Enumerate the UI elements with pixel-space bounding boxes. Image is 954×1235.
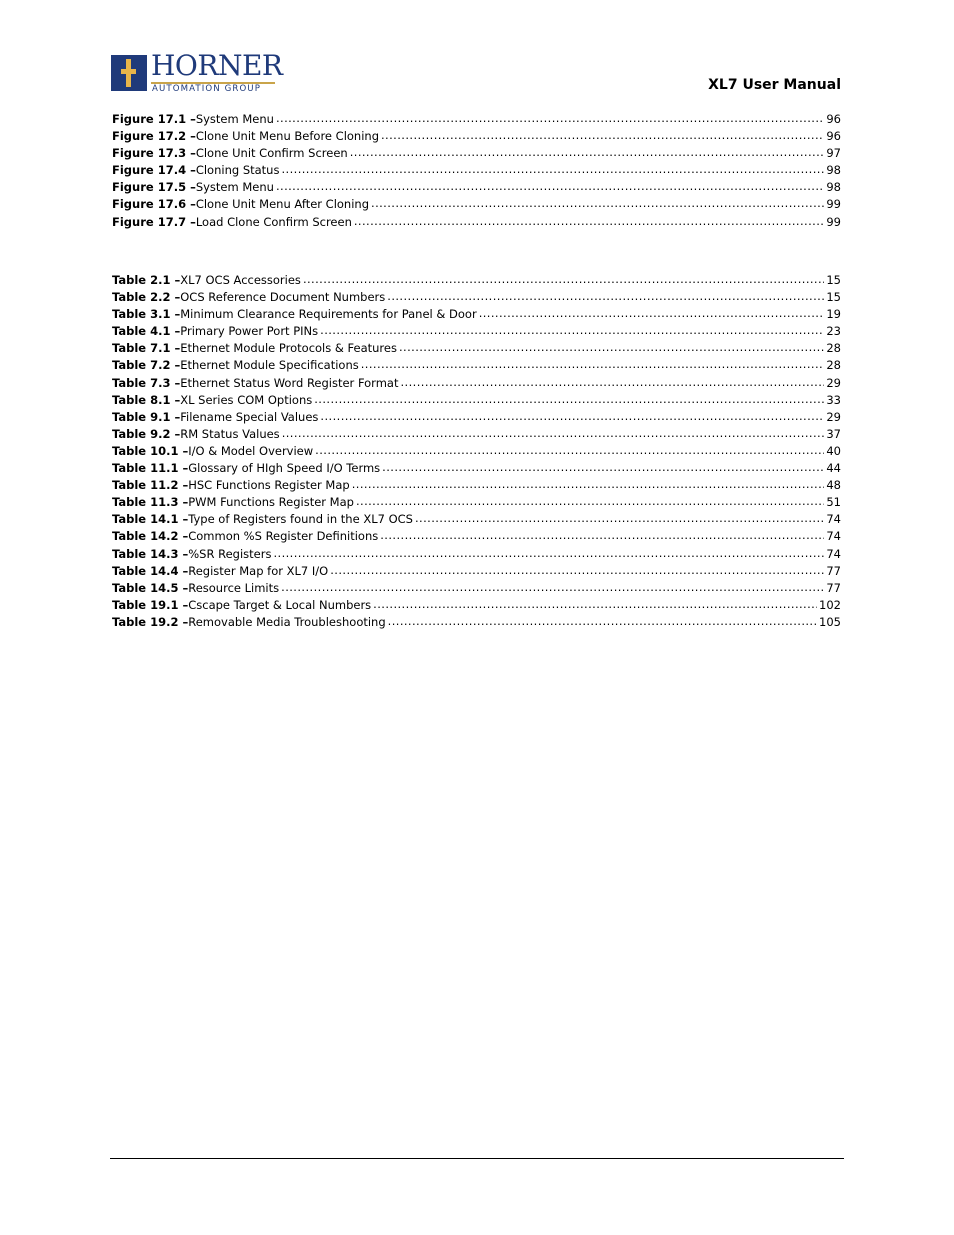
table-entry[interactable] <box>112 580 841 597</box>
table-entry[interactable] <box>112 289 841 306</box>
toc-page-number: 40 <box>826 443 841 458</box>
logo-name: HORNER <box>151 49 283 82</box>
toc-dot-leader <box>373 596 817 613</box>
toc-entry-title: Minimum Clearance Requirements for Panel & Door <box>180 307 477 322</box>
toc-entry-label: Table 14.4 – <box>112 563 189 578</box>
table-entry[interactable] <box>112 597 841 614</box>
toc-page-number: 29 <box>826 409 841 424</box>
toc-dot-leader <box>382 459 824 476</box>
toc-entry-title: Type of Registers found in the XL7 OCS <box>188 512 413 527</box>
toc-entry-label: Table 9.2 – <box>112 426 181 441</box>
toc-entry-label: Figure 17.4 – <box>112 163 196 178</box>
toc-page-number: 97 <box>826 146 841 161</box>
toc-entry-label: Figure 17.1 – <box>112 112 196 126</box>
table-entry[interactable] <box>112 460 841 477</box>
toc-entry-title: XL Series COM Options <box>180 392 313 407</box>
toc-entry-label: Table 19.1 – <box>112 597 189 612</box>
toc-entry-label: Figure 17.3 – <box>112 146 196 161</box>
toc-dot-leader <box>380 527 824 544</box>
toc-dot-leader <box>320 408 824 425</box>
toc-entry-title: XL7 OCS Accessories <box>180 273 301 287</box>
toc-entry-label: Table 7.1 – <box>112 341 181 356</box>
table-entry[interactable] <box>112 494 841 511</box>
toc-entry-title: Cloning Status <box>195 163 280 178</box>
toc-dot-leader <box>479 305 825 322</box>
toc-entry-label: Table 14.1 – <box>112 512 189 527</box>
table-entry[interactable] <box>112 409 841 426</box>
toc-dot-leader <box>399 339 824 356</box>
toc-entry-title: Filename Special Values <box>180 409 319 424</box>
toc-dot-leader <box>320 322 824 339</box>
figure-entry[interactable] <box>112 162 841 179</box>
table-entry[interactable] <box>112 392 841 409</box>
table-entry[interactable] <box>112 340 841 357</box>
footer-divider <box>110 1158 844 1159</box>
logo-mark-icon <box>111 55 147 91</box>
toc-entry-title: System Menu <box>195 180 274 195</box>
toc-entry-label: Table 4.1 – <box>112 324 181 339</box>
toc-entry-label: Table 10.1 – <box>112 443 189 458</box>
toc-page-number: 48 <box>826 478 841 493</box>
toc-entry-title: HSC Functions Register Map <box>188 478 350 493</box>
figure-entry[interactable] <box>112 179 841 196</box>
toc-page-number: 15 <box>826 273 841 287</box>
toc-dot-leader <box>371 195 824 212</box>
toc-entry-title: I/O & Model Overview <box>188 443 314 458</box>
toc-page-number: 28 <box>826 341 841 356</box>
table-entry[interactable] <box>112 375 841 392</box>
toc-entry-label: Table 9.1 – <box>112 409 181 424</box>
table-entry[interactable] <box>112 272 841 289</box>
toc-entry-title: OCS Reference Document Numbers <box>180 290 386 305</box>
toc-page-number: 23 <box>826 324 841 339</box>
horner-logo <box>111 49 283 95</box>
toc-entry-title: Common %S Register Definitions <box>188 529 379 544</box>
toc-entry-title: Resource Limits <box>188 580 280 595</box>
logo-subtitle: AUTOMATION GROUP <box>152 84 261 94</box>
toc-dot-leader <box>354 213 824 230</box>
figure-entry[interactable] <box>112 214 841 231</box>
toc-dot-leader <box>361 356 825 373</box>
toc-entry-label: Table 7.3 – <box>112 375 181 390</box>
list-of-tables <box>112 272 841 631</box>
toc-page-number: 77 <box>826 580 841 595</box>
table-entry[interactable] <box>112 443 841 460</box>
toc-page-number: 96 <box>826 129 841 144</box>
figure-entry[interactable] <box>112 128 841 145</box>
toc-page-number: 102 <box>819 597 841 612</box>
toc-dot-leader <box>276 110 824 127</box>
toc-page-number: 51 <box>826 495 841 510</box>
toc-page-number: 98 <box>826 180 841 195</box>
toc-entry-title: %SR Registers <box>188 546 272 561</box>
table-entry[interactable] <box>112 477 841 494</box>
toc-entry-title: Ethernet Module Protocols & Features <box>180 341 397 356</box>
toc-entry-label: Table 11.3 – <box>112 495 189 510</box>
toc-entry-title: Cscape Target & Local Numbers <box>188 597 372 612</box>
toc-page-number: 105 <box>819 614 841 629</box>
toc-entry-title: Glossary of HIgh Speed I/O Terms <box>188 461 381 476</box>
toc-entry-title: Clone Unit Confirm Screen <box>195 146 348 161</box>
toc-entry-label: Table 14.3 – <box>112 546 189 561</box>
toc-entry-label: Figure 17.7 – <box>112 214 196 229</box>
table-entry[interactable] <box>112 546 841 563</box>
toc-entry-title: Register Map for XL7 I/O <box>188 563 329 578</box>
toc-page-number: 29 <box>826 375 841 390</box>
toc-dot-leader <box>315 442 824 459</box>
toc-page-number: 98 <box>826 163 841 178</box>
toc-page-number: 44 <box>826 461 841 476</box>
toc-dot-leader <box>400 374 824 391</box>
toc-dot-leader <box>303 271 824 288</box>
toc-page-number: 15 <box>826 290 841 305</box>
document-title: XL7 User Manual <box>708 77 841 93</box>
toc-page-number: 19 <box>826 307 841 322</box>
figure-entry[interactable] <box>112 111 841 128</box>
toc-entry-label: Figure 17.6 – <box>112 197 196 212</box>
table-entry[interactable] <box>112 614 841 631</box>
toc-dot-leader <box>352 476 825 493</box>
toc-entry-label: Table 8.1 – <box>112 392 181 407</box>
toc-entry-title: Load Clone Confirm Screen <box>195 214 352 229</box>
toc-dot-leader <box>281 161 824 178</box>
toc-entry-title: System Menu <box>195 112 274 126</box>
toc-entry-label: Figure 17.5 – <box>112 180 196 195</box>
table-entry[interactable] <box>112 563 841 580</box>
table-entry[interactable] <box>112 323 841 340</box>
table-entry[interactable] <box>112 426 841 443</box>
toc-page-number: 74 <box>826 546 841 561</box>
table-entry[interactable] <box>112 306 841 323</box>
toc-dot-leader <box>381 127 824 144</box>
toc-page-number: 96 <box>826 112 841 126</box>
toc-entry-label: Figure 17.2 – <box>112 129 196 144</box>
toc-entry-title: RM Status Values <box>180 426 280 441</box>
toc-entry-title: Ethernet Status Word Register Format <box>180 375 399 390</box>
table-entry[interactable] <box>112 528 841 545</box>
toc-dot-leader <box>415 510 824 527</box>
list-of-figures <box>112 111 841 231</box>
toc-entry-label: Table 14.2 – <box>112 529 189 544</box>
table-entry[interactable] <box>112 511 841 528</box>
toc-dot-leader <box>276 178 824 195</box>
toc-page-number: 77 <box>826 563 841 578</box>
toc-dot-leader <box>282 425 825 442</box>
toc-entry-label: Table 14.5 – <box>112 580 189 595</box>
toc-entry-label: Table 19.2 – <box>112 614 189 629</box>
toc-dot-leader <box>273 545 824 562</box>
toc-dot-leader <box>388 613 817 630</box>
toc-dot-leader <box>314 391 824 408</box>
toc-page-number: 99 <box>826 214 841 229</box>
toc-dot-leader <box>387 288 824 305</box>
toc-entry-label: Table 11.2 – <box>112 478 189 493</box>
toc-page-number: 37 <box>826 426 841 441</box>
toc-entry-label: Table 3.1 – <box>112 307 181 322</box>
toc-entry-title: Clone Unit Menu After Cloning <box>195 197 370 212</box>
toc-entry-title: Clone Unit Menu Before Cloning <box>195 129 379 144</box>
toc-entry-title: Primary Power Port PINs <box>180 324 319 339</box>
toc-entry-label: Table 11.1 – <box>112 461 189 476</box>
toc-entry-label: Table 2.2 – <box>112 290 181 305</box>
toc-dot-leader <box>350 144 825 161</box>
toc-page-number: 74 <box>826 512 841 527</box>
toc-dot-leader <box>356 493 824 510</box>
toc-page-number: 28 <box>826 358 841 373</box>
toc-page-number: 99 <box>826 197 841 212</box>
toc-dot-leader <box>330 562 824 579</box>
table-entry[interactable] <box>112 357 841 374</box>
toc-entry-title: Ethernet Module Specifications <box>180 358 359 373</box>
toc-dot-leader <box>281 579 824 596</box>
toc-entry-label: Table 7.2 – <box>112 358 181 373</box>
toc-entry-label: Table 2.1 – <box>112 273 181 287</box>
toc-entry-title: PWM Functions Register Map <box>188 495 354 510</box>
toc-entry-title: Removable Media Troubleshooting <box>188 614 386 629</box>
toc-page-number: 33 <box>826 392 841 407</box>
toc-page-number: 74 <box>826 529 841 544</box>
figure-entry[interactable] <box>112 196 841 213</box>
figure-entry[interactable] <box>112 145 841 162</box>
